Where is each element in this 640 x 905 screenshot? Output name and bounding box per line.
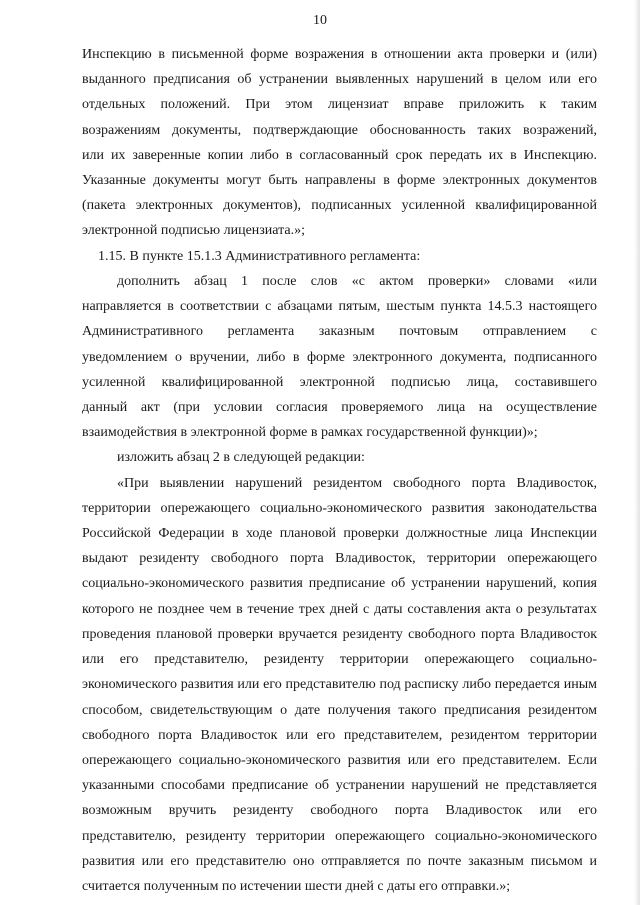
text-line: Административного регламента заказным почтовым отправлением с: [82, 324, 597, 339]
text-line: экономического развития или его представителю под расписку либо передается иным: [82, 677, 597, 692]
text-line: или его представителю, резиденту территории опережающего социально-: [82, 652, 597, 667]
text-line: направляется в соответствии с абзацами пятым, шестым пункта 14.5.3 настоящего: [82, 299, 597, 314]
page-number: 10: [313, 13, 327, 28]
text-line: уведомлением о вручении, либо в форме электронного документа, подписанного: [82, 350, 597, 365]
text-line: отдельных положений. При этом лицензиат вправе приложить к таким: [82, 97, 597, 112]
text-line: изложить абзац 2 в следующей редакции:: [117, 450, 365, 465]
section-heading: 1.15. В пункте 15.1.3 Административного регламента:: [98, 249, 421, 264]
text-line: данный акт (при условии согласия проверяемого лица на осуществление: [82, 400, 597, 415]
text-line: проведения плановой проверки вручается резиденту свободного порта Владивосток: [82, 627, 597, 642]
text-line: усиленной квалифицированной электронной подписью лица, составившего: [82, 375, 597, 390]
text-line-overflow: считается полученным по истечении шести дней с даты его отправки.»;: [82, 879, 511, 894]
text-line: Инспекцию в письменной форме возражения в отношении акта проверки и (или): [82, 47, 597, 62]
text-line: выдают резиденту свободного порта Владивосток, территории опережающего: [82, 551, 597, 566]
text-line: выданного предписания об устранении выявленных нарушений в целом или его: [82, 72, 597, 87]
text-line: дополнить абзац 1 после слов «с актом проверки» словами «или: [117, 274, 597, 289]
text-line: «При выявлении нарушений резидентом свободного порта Владивосток,: [117, 476, 597, 491]
text-line: опережающего социально-экономического развития или его представителем. Если: [82, 753, 597, 768]
text-line: территории опережающего социально-экономического развития законодательства: [82, 501, 597, 516]
text-line: социально-экономического развития предписание об устранении нарушений, копия: [82, 576, 597, 591]
text-line: возражениям документы, подтверждающие обоснованность таких возражений,: [82, 123, 597, 138]
text-line: свободного порта Владивосток или его представителем, резидентом территории: [82, 728, 597, 743]
text-line: развития или его представителю оно отправляется по почте заказным письмом и: [82, 854, 597, 869]
text-line: Российской Федерации в ходе плановой проверки должностные лица Инспекции: [82, 526, 597, 541]
text-line: или их заверенные копии либо в согласованный срок передать их в Инспекцию.: [82, 148, 597, 163]
text-line: (пакета электронных документов), подписанных усиленной квалифицированной: [82, 198, 597, 213]
text-line: указанными способами предписание об устранении нарушений не представляется: [82, 778, 597, 793]
text-line: которого не позднее чем в течение трех дней с даты составления акта о результатах: [82, 602, 597, 617]
scan-edge-shadow: [634, 0, 640, 905]
text-line: Указанные документы могут быть направлены в форме электронных документов: [82, 173, 597, 188]
text-line: возможным вручить резиденту свободного порта Владивосток или его: [82, 803, 597, 818]
text-line: взаимодействия в электронной форме в рамках государственной функции)»;: [82, 425, 538, 440]
text-line: способом, свидетельствующим о дате получения такого предписания резидентом: [82, 703, 597, 718]
text-line: электронной подписью лицензиата.»;: [82, 223, 306, 238]
text-line: представителю, резиденту территории опережающего социально-экономического: [82, 829, 597, 844]
